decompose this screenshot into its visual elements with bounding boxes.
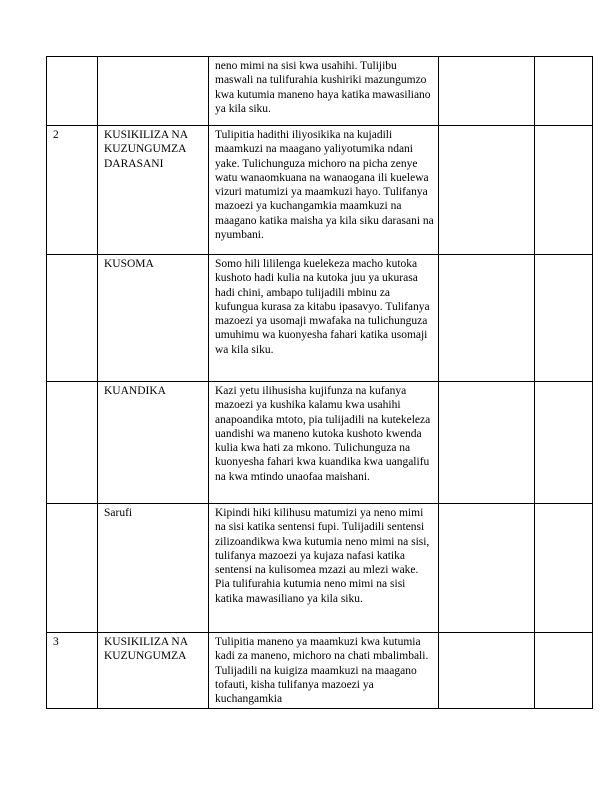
week-number-cell: [47, 504, 98, 633]
description-cell: Kipindi hiki kilihusu matumizi ya neno mimi na sisi katika sentensi fupi. Tulijadili sentensi zilizoandikwa kwa kutumia neno mimi na sisi, tulifanya mazoezi ya kujaza nafasi katika sentensi na kulisomea mzazi au mlezi wake. Pia tulifurahia kutumia neno mimi na sisi katika mawasiliano ya kila siku.: [209, 504, 439, 633]
topic-cell: Sarufi: [98, 504, 209, 633]
description-cell: neno mimi na sisi kwa usahihi. Tulijibu maswali na tulifurahia kushiriki mazungumzo kwa kutumia maneno haya katika mawasiliano ya kila siku.: [209, 57, 439, 126]
week-number-cell: [47, 382, 98, 504]
week-number-cell: [47, 255, 98, 382]
description-cell: Tulipitia hadithi iliyosikika na kujadili maamkuzi na maagano yaliyotumika ndani yake. Tulichunguza michoro na picha zenye watu wanaomkuana na wanaogana ili kuelewa vizuri matumizi ya maamkuzi hayo. Tulifanya mazoezi ya kuchangamkia maamkuzi na maagano katika maisha ya kila siku darasani na nyumbani.: [209, 126, 439, 255]
topic-cell: KUANDIKA: [98, 382, 209, 504]
empty-column-cell: [535, 57, 593, 126]
topic-cell: KUSIKILIZA NA KUZUNGUMZA DARASANI: [98, 126, 209, 255]
week-number-cell: 3: [47, 633, 98, 709]
empty-column-cell: [535, 504, 593, 633]
empty-column-cell: [535, 255, 593, 382]
table-row: [47, 382, 593, 504]
topic-cell: KUSOMA: [98, 255, 209, 382]
lesson-summary-table: [46, 56, 593, 709]
empty-column-cell: [439, 57, 535, 126]
description-cell: Somo hili lililenga kuelekeza macho kutoka kushoto hadi kulia na kutoka juu ya ukurasa hadi chini, ambapo tulijadili mbinu za kufungua kurasa za kitabu ipasavyo. Tulifanya mazoezi ya usomaji mwafaka na tulichunguza umuhimu wa kuonyesha fahari katika usomaji wa kila siku.: [209, 255, 439, 382]
topic-cell: [98, 57, 209, 126]
table-row: [47, 633, 593, 709]
empty-column-cell: [439, 382, 535, 504]
empty-column-cell: [439, 504, 535, 633]
description-cell: Tulipitia maneno ya maamkuzi kwa kutumia kadi za maneno, michoro na chati mbalimbali. Tulijadili na kuigiza maamkuzi na maagano tofauti, kisha tulifanya mazoezi ya kuchangamkia: [209, 633, 439, 709]
topic-cell: KUSIKILIZA NA KUZUNGUMZA: [98, 633, 209, 709]
empty-column-cell: [535, 633, 593, 709]
empty-column-cell: [439, 255, 535, 382]
empty-column-cell: [535, 382, 593, 504]
table-row: [47, 255, 593, 382]
empty-column-cell: [439, 126, 535, 255]
empty-column-cell: [439, 633, 535, 709]
table-row: [47, 57, 593, 126]
table-row: [47, 504, 593, 633]
week-number-cell: 2: [47, 126, 98, 255]
description-cell: Kazi yetu ilihusisha kujifunza na kufanya mazoezi ya kushika kalamu kwa usahihi anapoandika mtoto, pia tulijadili na kutekeleza uandishi wa maneno kutoka kushoto kwenda kulia kwa hati za mkono. Tulichunguza na kuonyesha fahari kwa kuandika kwa uangalifu na kwa mtindo unaofaa maishani.: [209, 382, 439, 504]
week-number-cell: [47, 57, 98, 126]
table-row: [47, 126, 593, 255]
empty-column-cell: [535, 126, 593, 255]
